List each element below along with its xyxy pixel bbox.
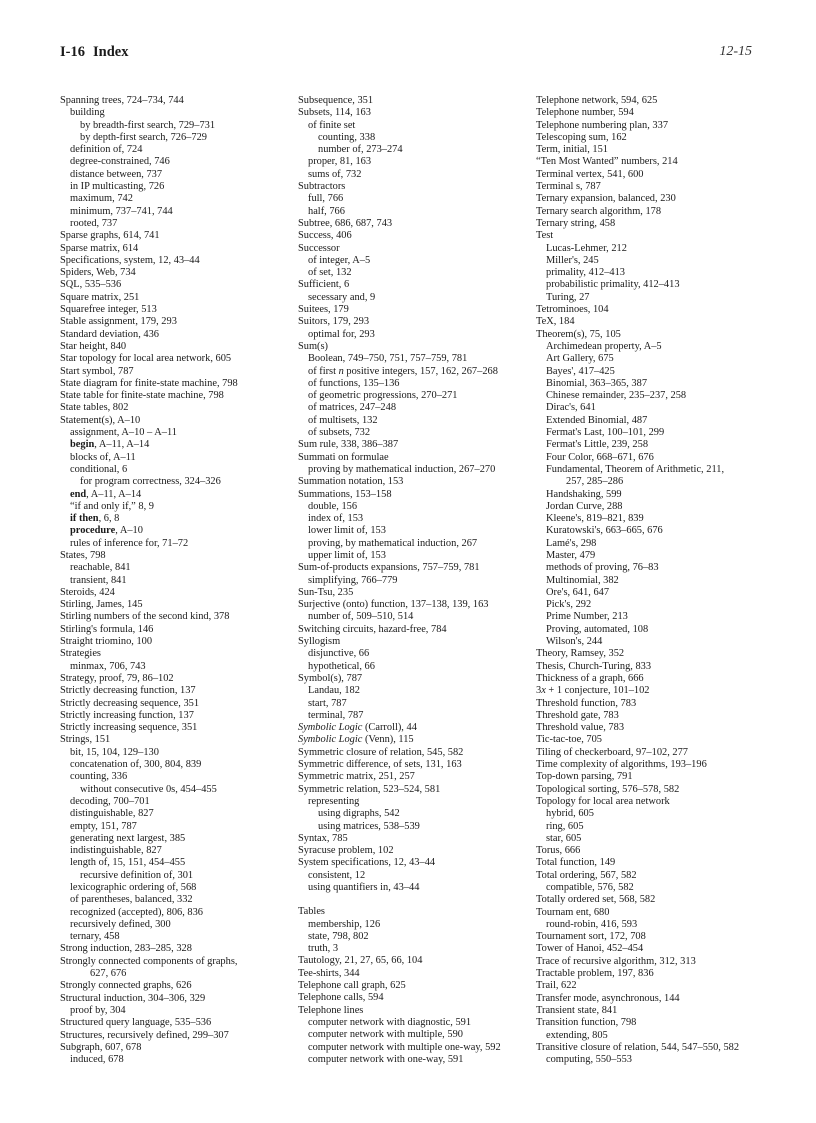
index-entry: Transitive closure of relation, 544, 547–550, 582 bbox=[536, 1041, 740, 1053]
index-subentry: decoding, 700–701 bbox=[70, 795, 150, 807]
index-subentry: counting, 336 bbox=[70, 771, 128, 783]
index-subentry: of multisets, 132 bbox=[308, 414, 378, 426]
index-subentry: recursive definition of, 301 bbox=[80, 869, 194, 881]
index-entry: Steroids, 424 bbox=[60, 586, 115, 598]
index-entry: Strictly increasing function, 137 bbox=[60, 709, 194, 721]
index-entry: Sum(s) bbox=[298, 340, 329, 352]
index-entry: Tautology, 21, 27, 65, 66, 104 bbox=[298, 955, 423, 967]
index-subentry: using matrices, 538–539 bbox=[318, 820, 420, 832]
index-entry: Strategies bbox=[60, 648, 101, 660]
index-entry: Transient state, 841 bbox=[536, 1004, 618, 1016]
index-entry: State tables, 802 bbox=[60, 402, 129, 414]
index-entry: Strictly decreasing sequence, 351 bbox=[60, 697, 200, 709]
index-subentry: star, 605 bbox=[546, 832, 582, 844]
index-entry: “Ten Most Wanted” numbers, 214 bbox=[536, 156, 678, 168]
index-subentry: round-robin, 416, 593 bbox=[546, 918, 638, 930]
index-entry: Trace of recursive algorithm, 312, 313 bbox=[536, 955, 696, 967]
index-entry: Straight triomino, 100 bbox=[60, 636, 153, 648]
index-column-3 bbox=[536, 95, 776, 1066]
index-subentry: proving by mathematical induction, 267–270 bbox=[308, 463, 496, 475]
index-subentry: computing, 550–553 bbox=[546, 1054, 633, 1066]
index-entry: Success, 406 bbox=[298, 230, 352, 242]
index-subentry: generating next largest, 385 bbox=[70, 832, 186, 844]
index-entry: Surjective (onto) function, 137–138, 139, 163 bbox=[298, 599, 489, 611]
index-subentry: computer network with one-way, 591 bbox=[308, 1053, 464, 1065]
index-entry: Strong induction, 283–285, 328 bbox=[60, 943, 192, 955]
index-entry: Strictly decreasing function, 137 bbox=[60, 685, 196, 697]
index-entry: Sufficient, 6 bbox=[298, 279, 350, 291]
page-header bbox=[60, 44, 128, 61]
index-subentry: Extended Binomial, 487 bbox=[546, 414, 648, 426]
index-subentry: building bbox=[70, 107, 105, 119]
index-subentry: procedure, A–10 bbox=[70, 525, 143, 537]
index-subentry: empty, 151, 787 bbox=[70, 820, 137, 832]
index-entry: Stirling numbers of the second kind, 378 bbox=[60, 611, 230, 623]
index-entry: Spiders, Web, 734 bbox=[60, 267, 136, 279]
index-subentry: Miller's, 245 bbox=[546, 254, 599, 266]
index-subentry: primality, 412–413 bbox=[546, 267, 625, 279]
index-subentry: rules of inference for, 71–72 bbox=[70, 537, 189, 549]
section-gap bbox=[298, 894, 536, 906]
index-subentry: of geometric progressions, 270–271 bbox=[308, 390, 458, 402]
index-entry: Topology for local area network bbox=[536, 795, 670, 807]
index-subentry: Lucas-Lehmer, 212 bbox=[546, 242, 627, 254]
index-entry: Term, initial, 151 bbox=[536, 144, 608, 156]
index-subentry: half, 766 bbox=[308, 205, 345, 217]
index-subentry: proof by, 304 bbox=[70, 1004, 126, 1016]
index-subentry: length of, 15, 151, 454–455 bbox=[70, 857, 186, 869]
index-subentry: distance between, 737 bbox=[70, 168, 163, 180]
index-subentry: for program correctness, 324–326 bbox=[80, 476, 221, 488]
index-entry: Theorem(s), 75, 105 bbox=[536, 328, 621, 340]
index-subentry: Art Gallery, 675 bbox=[546, 353, 614, 365]
index-entry: Telephone number, 594 bbox=[536, 107, 634, 119]
index-subentry: computer network with multiple, 590 bbox=[308, 1029, 463, 1041]
index-subentry: ternary, 458 bbox=[70, 931, 120, 943]
index-subentry: Prime Number, 213 bbox=[546, 611, 628, 623]
index-subentry: recursively defined, 300 bbox=[70, 918, 171, 930]
index-entry: Sun-Tsu, 235 bbox=[298, 586, 354, 598]
index-subentry: proper, 81, 163 bbox=[308, 156, 372, 168]
index-entry: Strings, 151 bbox=[60, 734, 111, 746]
index-entry: Subtractors bbox=[298, 181, 346, 193]
index-subentry: Fundamental, Theorem of Arithmetic, 211, bbox=[546, 463, 725, 475]
index-subentry: start, 787 bbox=[308, 697, 347, 709]
index-entry: Start symbol, 787 bbox=[60, 365, 134, 377]
index-subentry: Fermat's Little, 239, 258 bbox=[546, 439, 649, 451]
index-entry: Tic-tac-toe, 705 bbox=[536, 734, 602, 746]
index-entry: Symmetric difference, of sets, 131, 163 bbox=[298, 759, 462, 771]
index-entry: Suitees, 179 bbox=[298, 304, 349, 316]
index-entry: Tables bbox=[298, 906, 325, 918]
index-subentry: indistinguishable, 827 bbox=[70, 845, 162, 857]
index-entry: Strictly increasing sequence, 351 bbox=[60, 722, 198, 734]
index-subentry: computer network with multiple one-way, 592 bbox=[308, 1041, 501, 1053]
index-subentry: rooted, 737 bbox=[70, 217, 118, 229]
index-entry: Stable assignment, 179, 293 bbox=[60, 316, 177, 328]
index-subentry: Archimedean property, A–5 bbox=[546, 340, 662, 352]
index-subentry: of subsets, 732 bbox=[308, 427, 371, 439]
index-entry: Telephone numbering plan, 337 bbox=[536, 119, 669, 131]
index-entry: Sum rule, 338, 386–387 bbox=[298, 439, 399, 451]
index-entry: Syllogism bbox=[298, 636, 341, 648]
index-entry: Tetrominoes, 104 bbox=[536, 304, 609, 316]
index-entry: Stirling's formula, 146 bbox=[60, 623, 154, 635]
page-title: Index bbox=[92, 44, 129, 60]
index-subentry: end, A–11, A–14 bbox=[70, 488, 142, 500]
index-entry: Tower of Hanoi, 452–454 bbox=[536, 943, 644, 955]
index-entry: Threshold function, 783 bbox=[536, 697, 637, 709]
index-entry: Spanning trees, 724–734, 744 bbox=[60, 95, 184, 106]
index-subentry: counting, 338 bbox=[318, 131, 376, 143]
handwritten-page-mark: 12-15 bbox=[719, 44, 752, 59]
index-entry: Sum-of-products expansions, 757–759, 781 bbox=[298, 562, 480, 574]
page-number: I-16 bbox=[60, 44, 85, 60]
index-subentry: Jordan Curve, 288 bbox=[546, 500, 623, 512]
index-subentry: Chinese remainder, 235–237, 258 bbox=[546, 390, 687, 402]
index-subentry: 257, 285–286 bbox=[566, 476, 624, 488]
index-entry: Theory, Ramsey, 352 bbox=[536, 648, 625, 660]
index-subentry: by depth-first search, 726–729 bbox=[80, 131, 207, 143]
index-entry: Strategy, proof, 79, 86–102 bbox=[60, 672, 174, 684]
index-subentry: Fermat's Last, 100–101, 299 bbox=[546, 427, 665, 439]
index-entry: 3x + 1 conjecture, 101–102 bbox=[536, 685, 650, 697]
index-subentry: secessary and, 9 bbox=[308, 291, 376, 303]
index-entry: Transfer mode, asynchronous, 144 bbox=[536, 992, 680, 1004]
index-entry: Symbolic Logic (Carroll), 44 bbox=[298, 722, 417, 734]
index-subentry: in IP multicasting, 726 bbox=[70, 181, 165, 193]
index-entry: Telephone network, 594, 625 bbox=[536, 95, 658, 106]
index-entry: Transition function, 798 bbox=[536, 1017, 637, 1029]
index-entry: Symmetric relation, 523–524, 581 bbox=[298, 783, 441, 795]
index-entry: SQL, 535–536 bbox=[60, 279, 122, 291]
index-subentry: probabilistic primality, 412–413 bbox=[546, 279, 680, 291]
index-entry: Topological sorting, 576–578, 582 bbox=[536, 783, 680, 795]
index-subentry: Landau, 182 bbox=[308, 685, 360, 697]
index-subentry: proving, by mathematical induction, 267 bbox=[308, 537, 478, 549]
index-entry: Telescoping sum, 162 bbox=[536, 131, 627, 143]
index-subentry: of functions, 135–136 bbox=[308, 377, 400, 389]
index-entry: Square matrix, 251 bbox=[60, 291, 140, 303]
index-subentry: Wilson's, 244 bbox=[546, 636, 603, 648]
index-subentry: Dirac's, 641 bbox=[546, 402, 596, 414]
index-subentry: recognized (accepted), 806, 836 bbox=[70, 906, 203, 918]
index-entry: Strongly connected graphs, 626 bbox=[60, 980, 192, 992]
index-subentry: double, 156 bbox=[308, 500, 358, 512]
index-subentry: Lamé's, 298 bbox=[546, 537, 597, 549]
index-entry: Subsets, 114, 163 bbox=[298, 107, 371, 119]
index-subentry: without consecutive 0s, 454–455 bbox=[80, 783, 217, 795]
index-subentry: begin, A–11, A–14 bbox=[70, 439, 150, 451]
index-subentry: transient, 841 bbox=[70, 574, 127, 586]
index-entry: Threshold gate, 783 bbox=[536, 709, 619, 721]
index-subentry: by breadth-first search, 729–731 bbox=[80, 119, 216, 131]
index-subentry: Kuratowski's, 663–665, 676 bbox=[546, 525, 663, 537]
index-subentry: state, 798, 802 bbox=[308, 930, 369, 942]
index-entry: Thickness of a graph, 666 bbox=[536, 672, 644, 684]
index-subentry: Binomial, 363–365, 387 bbox=[546, 377, 648, 389]
index-subentry: Handshaking, 599 bbox=[546, 488, 622, 500]
index-subentry: methods of proving, 76–83 bbox=[546, 562, 659, 574]
index-entry: Test bbox=[536, 230, 554, 242]
index-subentry: definition of, 724 bbox=[70, 144, 143, 156]
index-entry: Syntax, 785 bbox=[298, 832, 348, 844]
index-subentry: maximum, 742 bbox=[70, 193, 133, 205]
index-entry: Star height, 840 bbox=[60, 340, 127, 352]
index-subentry: compatible, 576, 582 bbox=[546, 882, 634, 893]
index-subentry: lower limit of, 153 bbox=[308, 525, 386, 537]
index-entry: Symbolic Logic (Venn), 115 bbox=[298, 734, 414, 746]
index-subentry: of set, 132 bbox=[308, 267, 352, 279]
index-entry: Squarefree integer, 513 bbox=[60, 304, 157, 316]
index-subentry: degree-constrained, 746 bbox=[70, 156, 170, 168]
index-entry: Tournament sort, 172, 708 bbox=[536, 931, 646, 943]
index-entry: Structural induction, 304–306, 329 bbox=[60, 992, 206, 1004]
index-subentry: membership, 126 bbox=[308, 918, 381, 930]
index-entry: Star topology for local area network, 605 bbox=[60, 353, 232, 365]
index-subentry: reachable, 841 bbox=[70, 562, 131, 574]
index-subentry: optimal for, 293 bbox=[308, 328, 375, 340]
index-entry: Trail, 622 bbox=[536, 980, 577, 992]
index-entry: Thesis, Church-Turing, 833 bbox=[536, 660, 652, 672]
index-subentry: 627, 676 bbox=[90, 968, 127, 980]
index-subentry: of parentheses, balanced, 332 bbox=[70, 894, 193, 906]
index-subentry: Kleene's, 819–821, 839 bbox=[546, 513, 644, 525]
index-subentry: Four Color, 668–671, 676 bbox=[546, 451, 654, 463]
index-entry: Structures, recursively defined, 299–307 bbox=[60, 1029, 229, 1041]
index-subentry: concatenation of, 300, 804, 839 bbox=[70, 759, 202, 771]
index-entry: State diagram for finite-state machine, 798 bbox=[60, 377, 238, 389]
index-subentry: blocks of, A–11 bbox=[70, 451, 136, 463]
index-subentry: of integer, A–5 bbox=[308, 254, 371, 266]
index-subentry: assignment, A–10 – A–11 bbox=[70, 427, 177, 439]
index-entry: Syracuse problem, 102 bbox=[298, 845, 394, 857]
index-entry: States, 798 bbox=[60, 549, 106, 561]
index-subentry: distinguishable, 827 bbox=[70, 808, 154, 820]
index-subentry: Multinomial, 382 bbox=[546, 574, 619, 586]
index-subentry: bit, 15, 104, 129–130 bbox=[70, 746, 159, 758]
index-entry: Terminal s, 787 bbox=[536, 181, 601, 193]
index-entry: Total ordering, 567, 582 bbox=[536, 869, 637, 881]
index-subentry: minmax, 706, 743 bbox=[70, 660, 146, 672]
index-subentry: computer network with diagnostic, 591 bbox=[308, 1016, 472, 1028]
index-subentry: terminal, 787 bbox=[308, 709, 364, 721]
index-subentry: index of, 153 bbox=[308, 513, 364, 525]
index-subentry: simplifying, 766–779 bbox=[308, 574, 398, 586]
index-entry: Suitors, 179, 293 bbox=[298, 316, 370, 328]
index-subentry: if then, 6, 8 bbox=[70, 513, 120, 525]
index-subentry: consistent, 12 bbox=[308, 869, 366, 881]
index-entry: Symbol(s), 787 bbox=[298, 672, 363, 684]
index-entry: System specifications, 12, 43–44 bbox=[298, 857, 436, 869]
index-entry: Total function, 149 bbox=[536, 857, 616, 869]
index-subentry: disjunctive, 66 bbox=[308, 648, 370, 660]
index-subentry: conditional, 6 bbox=[70, 463, 128, 475]
index-subentry: of first n positive integers, 157, 162, 267–268 bbox=[308, 365, 498, 377]
index-subentry: full, 766 bbox=[308, 193, 344, 205]
index-entry: Stirling, James, 145 bbox=[60, 599, 143, 611]
index-entry: Summation notation, 153 bbox=[298, 476, 404, 488]
index-entry: Terminal vertex, 541, 600 bbox=[536, 168, 644, 180]
index-entry: Symmetric closure of relation, 545, 582 bbox=[298, 746, 464, 758]
index-subentry: extending, 805 bbox=[546, 1029, 608, 1041]
index-entry: Tournam ent, 680 bbox=[536, 906, 610, 918]
index-entry: Subgraph, 607, 678 bbox=[60, 1041, 142, 1053]
index-subentry: using digraphs, 542 bbox=[318, 808, 400, 820]
index-subentry: hybrid, 605 bbox=[546, 808, 594, 820]
index-entry: Telephone calls, 594 bbox=[298, 992, 384, 1004]
index-subentry: hypothetical, 66 bbox=[308, 660, 375, 672]
index-subentry: Turing, 27 bbox=[546, 291, 590, 303]
index-entry: Ternary search algorithm, 178 bbox=[536, 205, 662, 217]
index-entry: Tractable problem, 197, 836 bbox=[536, 968, 654, 980]
index-entry: Threshold value, 783 bbox=[536, 722, 625, 734]
index-subentry: number of, 509–510, 514 bbox=[308, 611, 414, 623]
index-subentry: of matrices, 247–248 bbox=[308, 402, 397, 414]
index-subentry: Boolean, 749–750, 751, 757–759, 781 bbox=[308, 353, 468, 365]
index-subentry: induced, 678 bbox=[70, 1054, 124, 1066]
index-entry: Telephone call graph, 625 bbox=[298, 980, 406, 992]
index-entry: Specifications, system, 12, 43–44 bbox=[60, 254, 200, 266]
index-subentry: Bayes', 417–425 bbox=[546, 365, 615, 377]
index-entry: Torus, 666 bbox=[536, 845, 581, 857]
index-entry: Subtree, 686, 687, 743 bbox=[298, 217, 393, 229]
index-subentry: of finite set bbox=[308, 119, 356, 131]
index-entry: Symmetric matrix, 251, 257 bbox=[298, 771, 415, 783]
index-entry: Tee-shirts, 344 bbox=[298, 967, 360, 979]
index-entry: Top-down parsing, 791 bbox=[536, 771, 633, 783]
index-subentry: sums of, 732 bbox=[308, 168, 362, 180]
index-subentry: ring, 605 bbox=[546, 820, 584, 832]
index-entry: Sparse matrix, 614 bbox=[60, 242, 139, 254]
index-subentry: Ore's, 641, 647 bbox=[546, 586, 610, 598]
index-entry: Totally ordered set, 568, 582 bbox=[536, 894, 656, 906]
index-subentry: Master, 479 bbox=[546, 549, 596, 561]
index-subentry: using quantifiers in, 43–44 bbox=[308, 882, 420, 893]
index-entry: Sparse graphs, 614, 741 bbox=[60, 230, 160, 242]
index-entry: Tiling of checkerboard, 97–102, 277 bbox=[536, 746, 688, 758]
index-entry: Statement(s), A–10 bbox=[60, 414, 141, 426]
index-entry: Ternary string, 458 bbox=[536, 217, 616, 229]
index-subentry: minimum, 737–741, 744 bbox=[70, 205, 173, 217]
index-entry: Summati on formulae bbox=[298, 451, 389, 463]
index-entry: State table for finite-state machine, 798 bbox=[60, 390, 224, 402]
index-subentry: Proving, automated, 108 bbox=[546, 623, 649, 635]
index-entry: Structured query language, 535–536 bbox=[60, 1017, 212, 1029]
index-entry: Subsequence, 351 bbox=[298, 95, 374, 106]
index-entry: Standard deviation, 436 bbox=[60, 328, 159, 340]
index-entry: Summations, 153–158 bbox=[298, 488, 392, 500]
index-subentry: representing bbox=[308, 795, 360, 807]
index-subentry: Pick's, 292 bbox=[546, 599, 592, 611]
index-entry: Strongly connected components of graphs, bbox=[60, 955, 238, 967]
index-subentry: “if and only if,” 8, 9 bbox=[70, 500, 154, 512]
index-entry: Successor bbox=[298, 242, 340, 254]
index-entry: Telephone lines bbox=[298, 1004, 364, 1016]
index-entry: TeX, 184 bbox=[536, 316, 575, 328]
index-column-2 bbox=[298, 95, 536, 1066]
index-subentry: number of, 273–274 bbox=[318, 144, 403, 156]
index-subentry: truth, 3 bbox=[308, 943, 339, 955]
index-subentry: lexicographic ordering of, 568 bbox=[70, 882, 197, 893]
index-column-1 bbox=[60, 95, 290, 1066]
index-subentry: upper limit of, 153 bbox=[308, 549, 386, 561]
index-entry: Time complexity of algorithms, 193–196 bbox=[536, 759, 707, 771]
index-entry: Ternary expansion, balanced, 230 bbox=[536, 193, 676, 205]
index-entry: Switching circuits, hazard-free, 784 bbox=[298, 623, 447, 635]
